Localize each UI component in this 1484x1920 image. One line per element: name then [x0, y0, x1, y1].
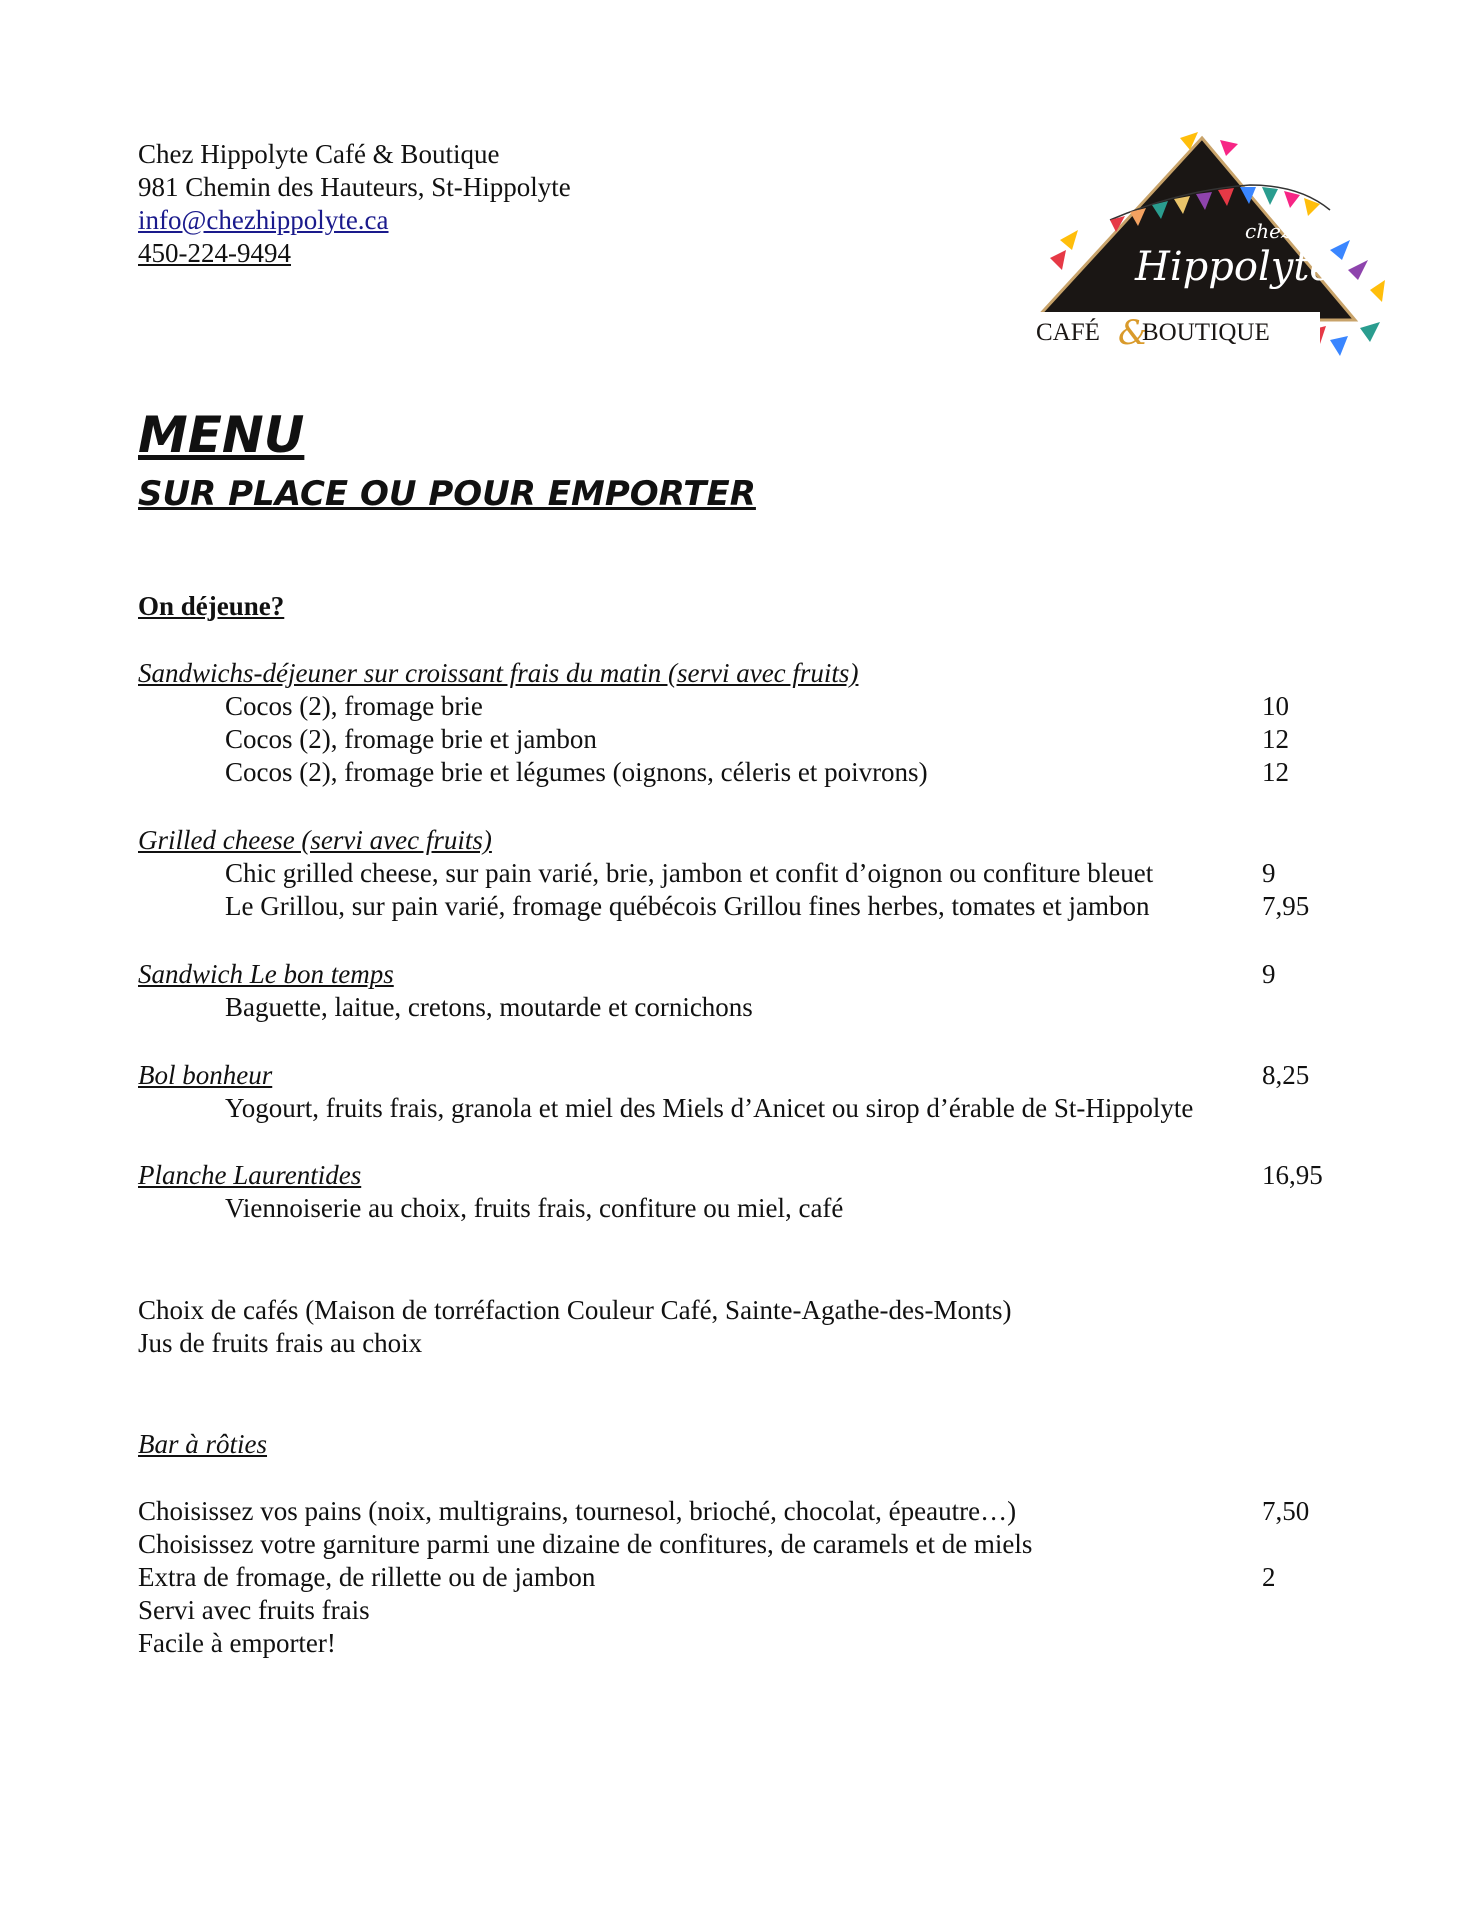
- bar-line: Choisissez vos pains (noix, multigrains, tournesol, brioché, chocolat, épeautre…): [138, 1496, 1017, 1526]
- page-title: MENU: [138, 406, 305, 464]
- menu-item-label: Cocos (2), fromage brie et légumes (oignons, céleris et poivrons): [225, 757, 928, 787]
- menu-item-label: Cocos (2), fromage brie: [225, 691, 483, 721]
- bar-line-price: 7,50: [1262, 1496, 1310, 1526]
- category-title-bar-a-roties: Bar à rôties: [138, 1429, 268, 1459]
- menu-item-price: 12: [1262, 724, 1289, 754]
- page-subtitle: SUR PLACE OU POUR EMPORTER: [138, 474, 756, 514]
- email-link[interactable]: info@chezhippolyte.ca: [138, 205, 389, 235]
- category-title-planche-laurentides: Planche Laurentides: [138, 1160, 362, 1190]
- phone-number: 450-224-9494: [138, 238, 291, 268]
- bar-line: Choisissez votre garniture parmi une dizaine de confitures, de caramels et de miels: [138, 1529, 1033, 1559]
- menu-item-label: Le Grillou, sur pain varié, fromage québécois Grillou fines herbes, tomates et jambon: [225, 891, 1150, 921]
- logo-boutique-text: BOUTIQUE: [1142, 319, 1270, 346]
- menu-item-label: Cocos (2), fromage brie et jambon: [225, 724, 597, 754]
- chez-hippolyte-logo: [1030, 130, 1390, 380]
- menu-item-description: Baguette, laitue, cretons, moutarde et cornichons: [225, 992, 753, 1022]
- menu-item-price: 10: [1262, 691, 1289, 721]
- menu-item-price: 9: [1262, 858, 1276, 888]
- menu-item-price: 12: [1262, 757, 1289, 787]
- logo-amp-text: &: [1118, 313, 1149, 353]
- category-title-sandwichs: Sandwichs-déjeuner sur croissant frais du matin (servi avec fruits): [138, 658, 859, 688]
- logo-hippolyte-text: Hippolyte: [1135, 244, 1334, 290]
- menu-item-price: 7,95: [1262, 891, 1310, 921]
- business-address: 981 Chemin des Hauteurs, St-Hippolyte: [138, 172, 571, 202]
- logo-cafe-text: CAFÉ: [1036, 319, 1100, 346]
- bar-line: Facile à emporter!: [138, 1628, 336, 1658]
- menu-item-label: Chic grilled cheese, sur pain varié, brie, jambon et confit d’oignon ou confiture bleuet: [225, 858, 1154, 888]
- drinks-coffee: Choix de cafés (Maison de torréfaction Couleur Café, Sainte-Agathe-des-Monts): [138, 1295, 1012, 1325]
- category-title-bol-bonheur: Bol bonheur: [138, 1060, 273, 1090]
- menu-item-price: 8,25: [1262, 1060, 1310, 1090]
- logo-chez-text: chez: [1245, 219, 1292, 243]
- category-title-grilled-cheese: Grilled cheese (servi avec fruits): [138, 825, 492, 855]
- business-name: Chez Hippolyte Café & Boutique: [138, 139, 500, 169]
- bar-line: Extra de fromage, de rillette ou de jambon: [138, 1562, 596, 1592]
- menu-item-description: Yogourt, fruits frais, granola et miel des Miels d’Anicet ou sirop d’érable de St-Hippolyte: [225, 1093, 1194, 1123]
- menu-item-description: Viennoiserie au choix, fruits frais, confiture ou miel, café: [225, 1193, 844, 1223]
- drinks-juice: Jus de fruits frais au choix: [138, 1328, 423, 1358]
- menu-item-price: 16,95: [1262, 1160, 1323, 1190]
- menu-item-price: 9: [1262, 959, 1276, 989]
- bar-line: Servi avec fruits frais: [138, 1595, 370, 1625]
- bar-line-price: 2: [1262, 1562, 1276, 1592]
- section-heading: On déjeune?: [138, 591, 285, 621]
- category-title-sandwich-bon-temps: Sandwich Le bon temps: [138, 959, 394, 989]
